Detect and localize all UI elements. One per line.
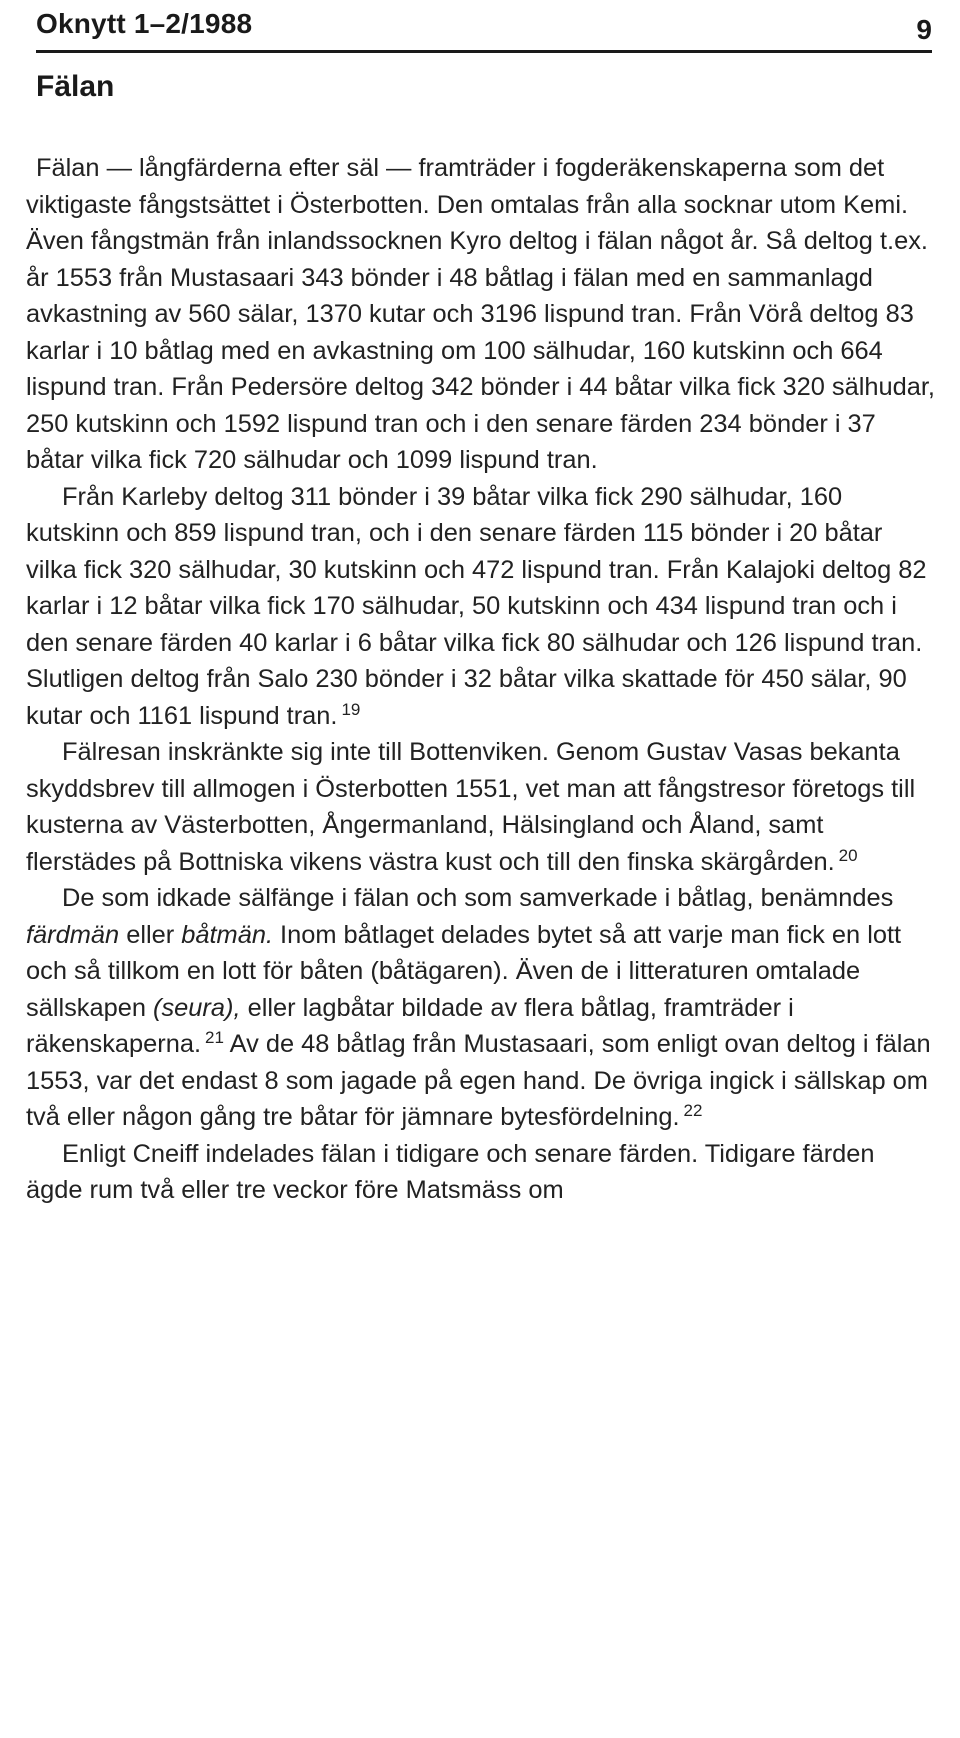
section-title: Fälan (36, 70, 115, 103)
italic-term: båtmän. (181, 920, 273, 949)
text-segment: Från Karleby deltog 311 bönder i 39 båtar vilka fick 290 sälhudar, 160 kutskinn och 859 lispund tran, och i den senare färden 115 bönder i 20 båtar vilka fick 320 sälhudar, 30 kutskinn och 472 lispund tran. Från Kalajoki deltog 82 karlar i 12 båtar vilka fick 170 sälhudar, 50 kutskinn och 434 lispund tran och i den senare färden 40 karlar i 6 båtar vilka fick 80 sälhudar och 126 lispund tran. Slutligen deltog från Salo 230 bönder i 32 båtar vilka skattade för 450 sälar, 90 kutar och 1161 lispund tran. (26, 482, 927, 730)
paragraph (26, 150, 938, 479)
running-header (36, 0, 932, 56)
text-segment: eller (119, 920, 182, 949)
header-rule (36, 50, 932, 53)
paragraph (26, 734, 938, 880)
text-segment: Enligt Cneiff indelades fälan i tidigare och senare färden. Tidigare färden ägde rum två eller tre veckor före Matsmäss om (26, 1139, 875, 1204)
text-segment: eller lagbåtar bildade av flera båtlag, framträder i räkenskaperna. (26, 993, 794, 1058)
text-segment: Inom båtlaget delades bytet så att varje man fick en lott och så tillkom en lott för båten (båtägaren). Även de i litteraturen omtalade sällskapen (26, 920, 902, 1022)
text-segment: Fälresan inskränkte sig inte till Bottenviken. Genom Gustav Vasas bekanta skyddsbrev till allmogen i Österbotten 1551, vet man att fångstresor företogs till kusterna av Västerbotten, Ångermanland, Hälsingland och Åland, samt flerstädes på Bottniska vikens västra kust och till den finska skärgården. (26, 738, 916, 876)
footnote-ref: 20 (838, 845, 858, 865)
text-segment: Fälan — långfärderna efter säl — framträder i fogderäkenskaperna som det viktigaste fångstsättet i Österbotten. Den omtalas från alla socknar utom Kemi. Även fångstmän från inlandssocknen Kyro deltog i fälan något år. Så deltog t.ex. år 1553 från Mustasaari 343 bönder i 48 båtlag i fälan med en sammanlagd avkastning av 560 sälar, 1370 kutar och 3196 lispund tran. Från Vörå deltog 83 karlar i 10 båtlag med en avkastning om 100 sälhudar, 160 kutskinn och 664 lispund tran. Från Pedersöre deltog 342 bönder i 44 båtar vilka fick 320 sälhudar, 250 kutskinn och 1592 lispund tran och i den senare färden 234 bönder i 37 båtar vilka fick 720 sälhudar och 1099 lispund tran. (26, 154, 935, 474)
text-segment: De som idkade sälfänge i fälan och som samverkade i båtlag, benämndes (62, 884, 894, 912)
italic-term: färdmän (26, 920, 120, 949)
footnote-ref: 22 (683, 1101, 703, 1120)
paragraph (26, 1136, 938, 1209)
page-number: 9 (916, 14, 932, 45)
text-segment: Av de 48 båtlag från Mustasaari, som enligt ovan deltog i fälan 1553, var det endast 8 som jagade på egen hand. De övriga ingick i sällskap om två eller någon gång tre båtar för jämnare bytesfördelning. (26, 1030, 931, 1131)
journal-issue: Oknytt 1–2/1988 (36, 8, 253, 39)
paragraph (26, 880, 938, 1136)
paragraph (26, 479, 938, 735)
footnote-ref: 19 (341, 699, 361, 719)
italic-term: (seura), (153, 993, 241, 1022)
article-body (26, 150, 938, 1209)
footnote-ref: 21 (205, 1028, 224, 1047)
